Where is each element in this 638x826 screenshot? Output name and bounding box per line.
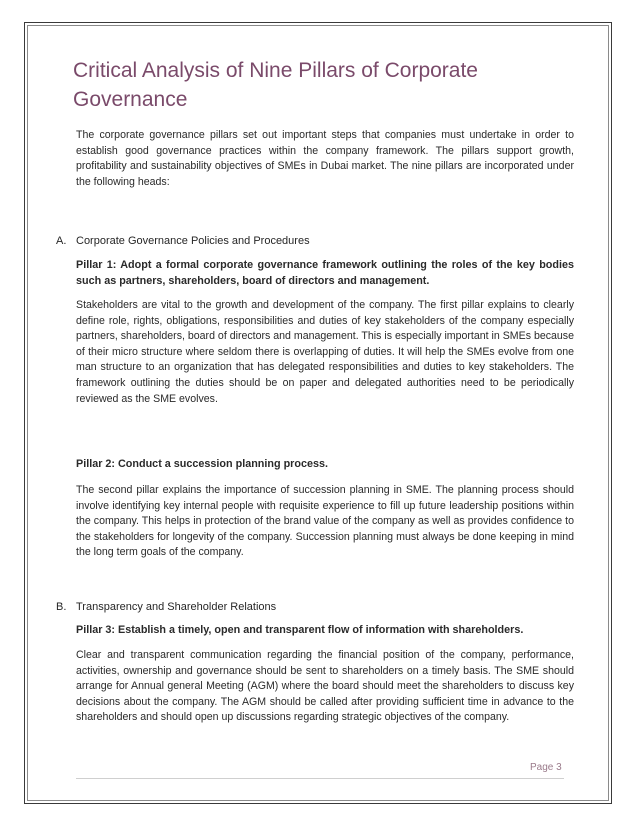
intro-paragraph: The corporate governance pillars set out important steps that companies must undertake in order to establish good governance practices within the company framework. The pillars support growth, profitability and sustainability objectives of SMEs in Dubai market. The nine pillars are incorporated under the following heads:: [76, 129, 574, 188]
section-a-letter: A.: [56, 235, 67, 247]
pillar-3-title: Pillar 3: Establish a timely, open and transparent flow of information with shareholders.: [76, 624, 524, 636]
section-a-heading: [56, 234, 310, 249]
section-b-heading: [56, 600, 276, 615]
pillar-2-title: Pillar 2: Conduct a succession planning process.: [76, 458, 328, 470]
section-a-title: Corporate Governance Policies and Procedures: [76, 235, 310, 247]
pillar-3-body: Clear and transparent communication regarding the financial position of the company, performance, activities, ownership and governance should be sent to shareholders on a timely basis. The SME should arrange for Annual general Meeting (AGM) where the board should meet the shareholders to discuss key decisions about the company. The AGM should be called after providing sufficient time in advance to the shareholders and should open up discussions regarding strategic objectives of the company.: [76, 649, 574, 724]
document-title: Critical Analysis of Nine Pillars of Corporate Governance: [73, 59, 478, 111]
page-number: Page 3: [530, 762, 562, 773]
pillar-1-title: Pillar 1: Adopt a formal corporate governance framework outlining the roles of the key bodies such as partners, shareholders, board of directors and management.: [76, 259, 574, 287]
pillar-1-body: Stakeholders are vital to the growth and development of the company. The first pillar explains to clearly define role, rights, obligations, responsibilities and duties of key stakeholders of the company especially partners, shareholders, board of directors and management. This is especially important in SMEs because of their micro structure where seldom there is overlapping of duties. It will help the SMEs evolve from one man structure to an organization that has delegated responsibilities and duties to key stakeholders. The framework outlining the duties should be on paper and delegated authorities need to be periodically reviewed as the SME evolves.: [76, 299, 574, 405]
section-b-letter: B.: [56, 601, 67, 613]
section-b-title: Transparency and Shareholder Relations: [76, 601, 277, 613]
footer-divider: [76, 778, 564, 779]
pillar-2-body: The second pillar explains the importance of succession planning in SME. The planning process should involve identifying key internal people with requisite experience to fill up future leadership positions within the company. This helps in protection of the brand value of the company as well as provides confidence to the stakeholders for longevity of the company. Succession planning must always be done keeping in mind the long term goals of the company.: [76, 484, 574, 559]
